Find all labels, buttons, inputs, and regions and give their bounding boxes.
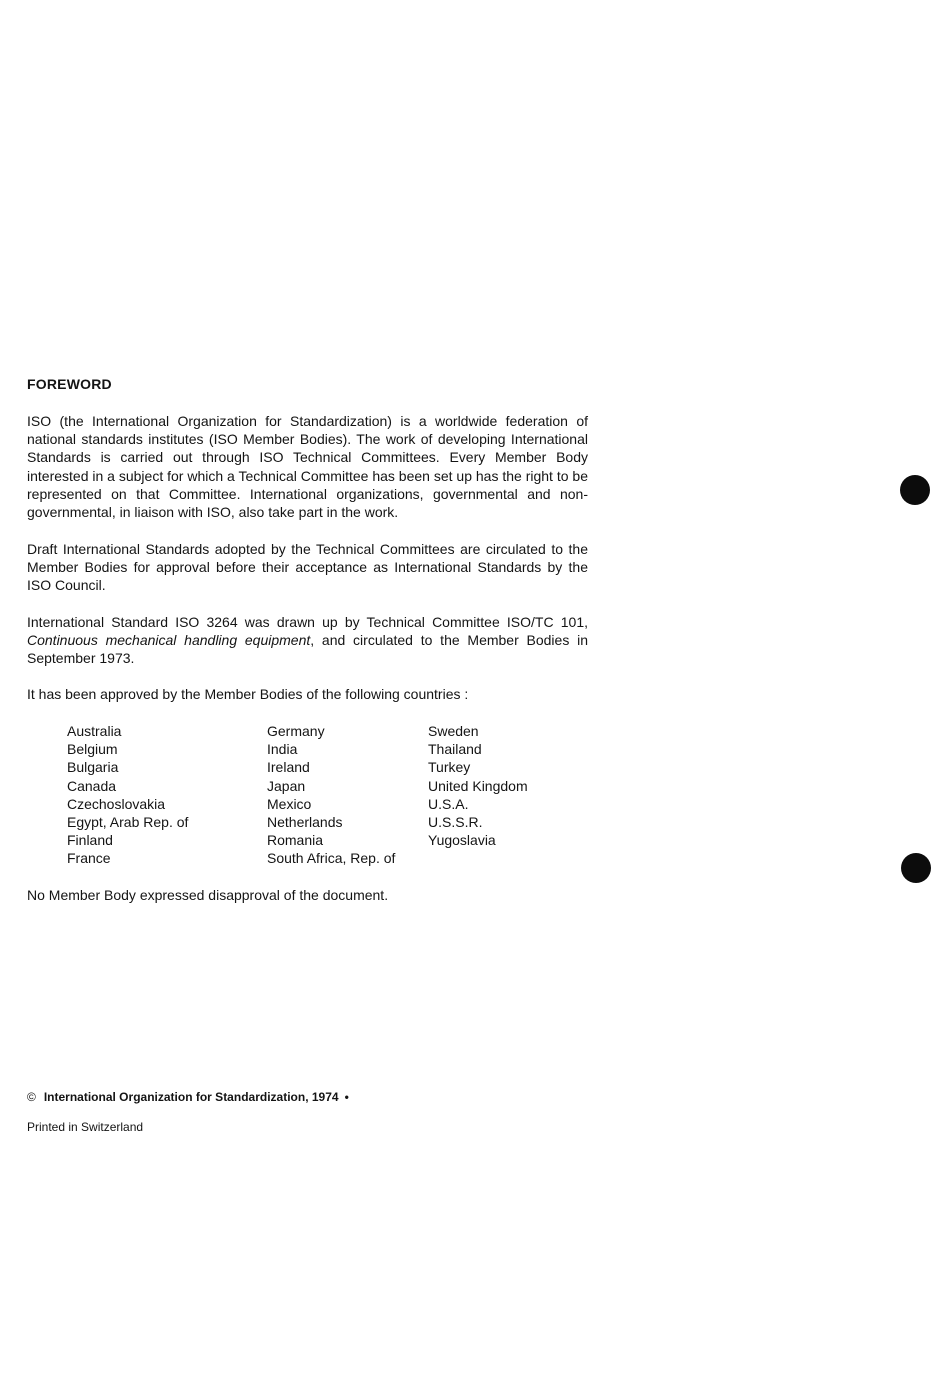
country-item: Turkey [428,759,471,776]
country-item: Romania [267,832,324,849]
paragraph-no-disapproval: No Member Body expressed disapproval of the document. [27,887,389,903]
country-item: Australia [67,723,122,739]
country-item: Germany [267,723,325,739]
country-item: Egypt, Arab Rep. of [67,813,189,830]
paragraph-iso-3264 [27,613,588,668]
country-item: Sweden [428,723,479,739]
country-column-2 [267,722,395,868]
committee-title: Continuous mechanical handling equipment [27,632,311,649]
country-item: Bulgaria [67,759,119,776]
foreword-heading: FOREWORD [27,376,112,392]
country-item: Czechoslovakia [67,795,166,812]
country-item: U.S.S.R. [428,813,483,830]
country-item: Japan [267,777,306,794]
country-item: Yugoslavia [428,832,496,849]
copyright-text: International Organization for Standardization, 1974 [43,1090,339,1104]
country-item: Mexico [267,795,312,812]
country-column-1 [67,722,188,868]
country-item: Canada [67,777,117,794]
country-item: France [67,850,111,867]
punch-hole-icon [900,475,930,505]
country-item: Netherlands [267,813,343,830]
country-item: U.S.A. [428,795,469,812]
country-item: India [267,741,298,758]
country-column-3 [428,722,528,849]
bullet-icon: • [344,1090,349,1104]
punch-hole-icon [901,853,931,883]
country-item: South Africa, Rep. of [267,850,396,867]
paragraph-iso-intro: ISO (the International Organization for Standardization) is a worldwide federation of national standards institutes (ISO Member Bodies). The work of developing International Standards is carried out through ISO Technical Committees. Every Member Body interested in a subject for which a Technical Committee has been set up has the right to be represented on that Committee. International organizations, governmental and non-governmental, in liaison with ISO, also take part in the work. [27,413,588,521]
country-item: Thailand [428,741,482,758]
copyright-symbol: © [27,1090,36,1104]
paragraph-draft-standards: Draft International Standards adopted by the Technical Committees are circulated to the Member Bodies for approval before their acceptance as International Standards by the ISO Council. [27,541,588,594]
copyright-line [27,1088,349,1106]
paragraph-approval: It has been approved by the Member Bodies of the following countries : [27,686,469,702]
country-item: Finland [67,832,113,849]
country-item: Belgium [67,741,118,758]
printed-location: Printed in Switzerland [27,1120,144,1134]
p3-text-before: International Standard ISO 3264 was drawn up by Technical Committee ISO/TC 101, [27,614,588,630]
p3-text-after: , and circulated to the Member Bodies in September 1973. [27,632,588,667]
country-item: United Kingdom [428,777,528,794]
country-item: Ireland [267,759,310,776]
